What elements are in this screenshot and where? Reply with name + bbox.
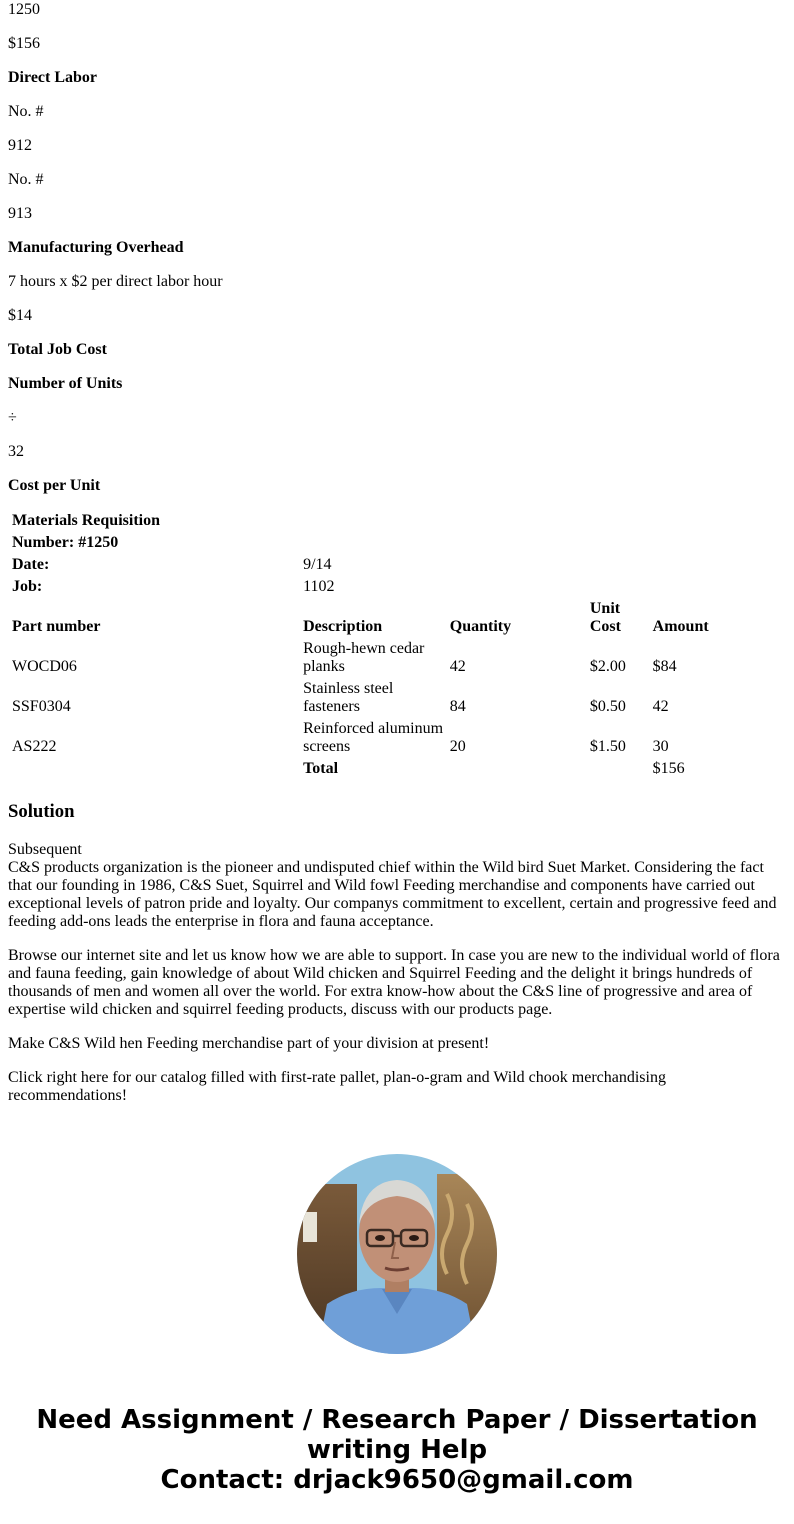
quantity: 20 [449, 738, 466, 755]
column-header: Unit Cost [589, 600, 621, 635]
part-number: WOCD06 [12, 658, 77, 675]
overhead-heading: Manufacturing Overhead [8, 239, 184, 256]
column-header: Amount [652, 618, 709, 635]
overhead-amount: $14 [8, 307, 32, 324]
description: Rough-hewn cedar planks [303, 640, 425, 675]
labor-number: 912 [8, 137, 32, 154]
units-value: 32 [8, 443, 24, 460]
table-row [11, 511, 761, 531]
document [0, 1, 794, 1105]
part-number: SSF0304 [12, 698, 71, 715]
number-of-units-heading: Number of Units [8, 375, 123, 392]
table-row [11, 719, 761, 757]
part-number: AS222 [12, 738, 57, 755]
column-header: Part number [12, 618, 101, 635]
quantity: 84 [449, 698, 466, 715]
description: Reinforced aluminum screens [303, 720, 444, 755]
job-value: 1102 [303, 578, 335, 595]
amount: 30 [652, 738, 669, 755]
labor-number: 913 [8, 205, 32, 222]
total-label: Total [303, 760, 339, 777]
unit-cost: $2.00 [589, 658, 626, 675]
portrait-image [297, 1154, 497, 1354]
table-row [11, 533, 761, 553]
contact-line: Contact: drjack9650@gmail.com [160, 1465, 634, 1495]
description: Stainless steel fasteners [303, 680, 394, 715]
column-header: Description [303, 618, 383, 635]
quantity: 42 [449, 658, 466, 675]
promo-banner [0, 1405, 794, 1495]
column-header: Quantity [449, 618, 512, 635]
solution-heading: Solution [8, 801, 75, 822]
unit-cost: $1.50 [589, 738, 626, 755]
table-row [11, 555, 761, 575]
direct-labor-heading: Direct Labor [8, 69, 98, 86]
solution-paragraph: Click right here for our catalog filled with first-rate pallet, plan-o-gram and Wild chook merchandising recommendations! [8, 1069, 666, 1104]
subsequent-label: Subsequent [8, 841, 82, 858]
total-job-cost-heading: Total Job Cost [8, 341, 107, 358]
table-header-row [11, 599, 761, 637]
requisition-number-label: Number: #1250 [12, 534, 119, 551]
total-row [11, 759, 761, 779]
labor-number-label: No. # [8, 103, 44, 120]
solution-intro [8, 841, 786, 931]
overhead-calculation: 7 hours x $2 per direct labor hour [8, 273, 223, 290]
table-row [11, 679, 761, 717]
avatar [297, 1154, 497, 1354]
promo-line: Need Assignment / Research Paper / Dissertation writing Help [36, 1405, 758, 1465]
total-value: $156 [652, 760, 685, 777]
unit-cost: $0.50 [589, 698, 626, 715]
divide-sign: ÷ [8, 409, 17, 426]
amount: 42 [652, 698, 669, 715]
materials-cost: $156 [8, 35, 40, 52]
solution-paragraph: Make C&S Wild hen Feeding merchandise part of your division at present! [8, 1035, 490, 1052]
solution-paragraph: Browse our internet site and let us know how we are able to support. In case you are new to the individual world of flora and fauna feeding, gain knowledge of about Wild chicken and Squirrel Feeding and the delight it brings hundreds of thousands of men and women all over the world. For extra know-how about the C&S line of progressive and area of expertise wild chicken and squirrel feeding products, discuss with our products page. [8, 947, 780, 1018]
amount: $84 [652, 658, 677, 675]
date-value: 9/14 [303, 556, 332, 573]
labor-number-label: No. # [8, 171, 44, 188]
materials-requisition-table [9, 509, 763, 781]
solution-paragraph: C&S products organization is the pioneer and undisputed chief within the Wild bird Suet Market. Considering the fact that our founding in 1986, C&S Suet, Squirrel and Wild fowl Feeding merchandise and components have carried out exceptional levels of patron pride and loyalty. Our companys commitment to excellent, certain and progressive feed and feeding add-ons leads the enterprise in flora and fauna acceptance. [8, 859, 777, 930]
table-row [11, 639, 761, 677]
date-label: Date: [12, 556, 50, 573]
requisition-number: 1250 [8, 1, 40, 18]
cost-per-unit-heading: Cost per Unit [8, 477, 101, 494]
table-row [11, 577, 761, 597]
requisition-title: Materials Requisition [12, 512, 160, 529]
job-label: Job: [12, 578, 43, 595]
